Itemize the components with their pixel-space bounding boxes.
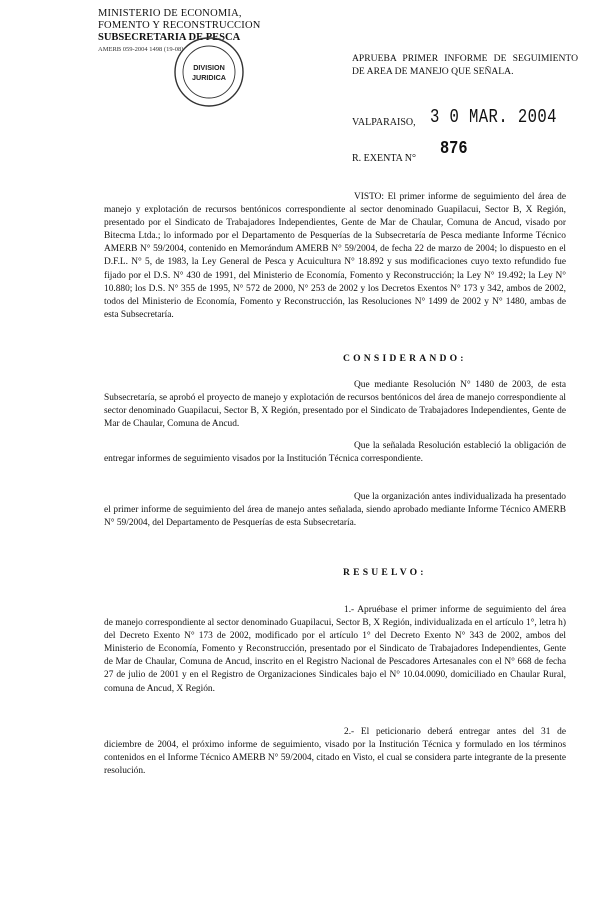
resuelvo-heading: RESUELVO: — [343, 567, 427, 578]
considerando-3: Que la organización antes individualizada ha presentado el primer informe de seguimiento del área de manejo antes señalada, siendo aprobado mediante Informe Técnico AMERB N° 59/2004, del Departamento de Pesquerías de esta Subsecretaría. — [104, 492, 566, 529]
letterhead-ministry-cont: FOMENTO Y RECONSTRUCCION — [98, 20, 261, 31]
resuelvo-2: 2.- El peticionario deberá entregar antes del 31 de diciembre de 2004, el próximo informe de seguimiento, visado por la Institución Técnica y formulado en los términos contenidos en el Informe Técnico AMERB N° 59/2004, citado en Visto, el cual se considera parte integrante de la presente resolución. — [104, 727, 566, 777]
stamp-center-top: DIVISION — [193, 63, 225, 72]
considerando-heading: CONSIDERANDO: — [343, 353, 467, 364]
place: VALPARAISO, — [352, 117, 416, 128]
letterhead-ministry: MINISTERIO DE ECONOMIA, — [98, 8, 242, 19]
resolution-subject: APRUEBA PRIMER INFORME DE SEGUIMIENTO DE AREA DE MANEJO QUE SEÑALA. — [352, 53, 578, 77]
juridica-stamp — [172, 35, 246, 109]
visto-lead: VISTO: — [354, 192, 385, 202]
visto-text: El primer informe de seguimiento del área de manejo y explotación de recursos bentónicos correspondiente al sector denominado Guapilacui, Sector B, X Región, presentado por el Sindicato de Trabajadores Independientes, Gente de Mar de Chaular, Comuna de Ancud, visado por Bitecma Ltda.; lo informado por el Departamento de Pesquerías de la Subsecretaría de Pesca mediante Informe Técnico AMERB N° 59/2004, contenido en Memorándum AMERB N° 59/2004, de fecha 22 de marzo de 2004; lo dispuesto en el D.F.L. N° 5, de 1983, la Ley General de Pesca y Acuicultura N° 18.892 y sus modificaciones cuyo texto refundido fue fijado por el D.S. N° 430 de 1991, del Ministerio de Economía, Fomento y Reconstrucción; la Ley N° 19.492; la Ley N° 10.880; los D.S. N° 355 de 1995, N° 572 de 2000, N° 253 de 2002 y los Decretos Exentos N° 173 y 342, ambos de 2002, todos del Ministerio de Economía, Fomento y Reconstrucción, las Resoluciones N° 1499 de 2002 y N° 1480, ambas de esta Subsecretaría. — [104, 192, 566, 320]
considerando-1: Que mediante Resolución N° 1480 de 2003, de esta Subsecretaría, se aprobó el proyecto de manejo y explotación de recursos bentónicos del área de manejo correspondiente al sector denominado Guapilacui, Sector B, X Región, presentado por el Sindicato de Trabajadores Independientes, Gente de Mar de Chaular, Comuna de Ancud. — [104, 380, 566, 430]
visto-paragraph — [104, 191, 566, 322]
letterhead-subsecretaria: SUBSECRETARIA DE PESCA — [98, 32, 241, 43]
date-stamp: 3 0 MAR. 2004 — [430, 106, 557, 128]
stamp-center-bottom: JURIDICA — [192, 73, 226, 82]
resolution-label: R. EXENTA N° — [352, 153, 417, 164]
resuelvo-1: 1.- Apruébase el primer informe de seguimiento del área de manejo correspondiente al sector denominado Guapilacui, Sector B, X Región, individualizada en el artículo 1°, letra h) del Decreto Exento N° 173 de 2002, modificado por el artículo 1° del Decreto Exento N° 343 de 2002, ambos del Ministerio de Economía, Fomento y Reconstrucción, presentado por el Sindicato de Trabajadores Independientes, Gente de Mar de Chaular, Comuna de Ancud, inscrito en el Registro Nacional de Pescadores Artesanales con el N° 668 de fecha 27 de julio de 2001 y en el Registro de Organizaciones Sindicales bajo el N° 10.04.0090, domiciliado en Chaular Rural, comuna de Ancud, X Región. — [104, 605, 566, 694]
considerando-2: Que la señalada Resolución estableció la obligación de entregar informes de seguimiento visados por la Institución Técnica correspondiente. — [104, 441, 566, 465]
resolution-number: 876 — [440, 139, 468, 159]
letterhead-file-ref: AMERB 059-2004 1498 (19-08) — [98, 46, 184, 53]
